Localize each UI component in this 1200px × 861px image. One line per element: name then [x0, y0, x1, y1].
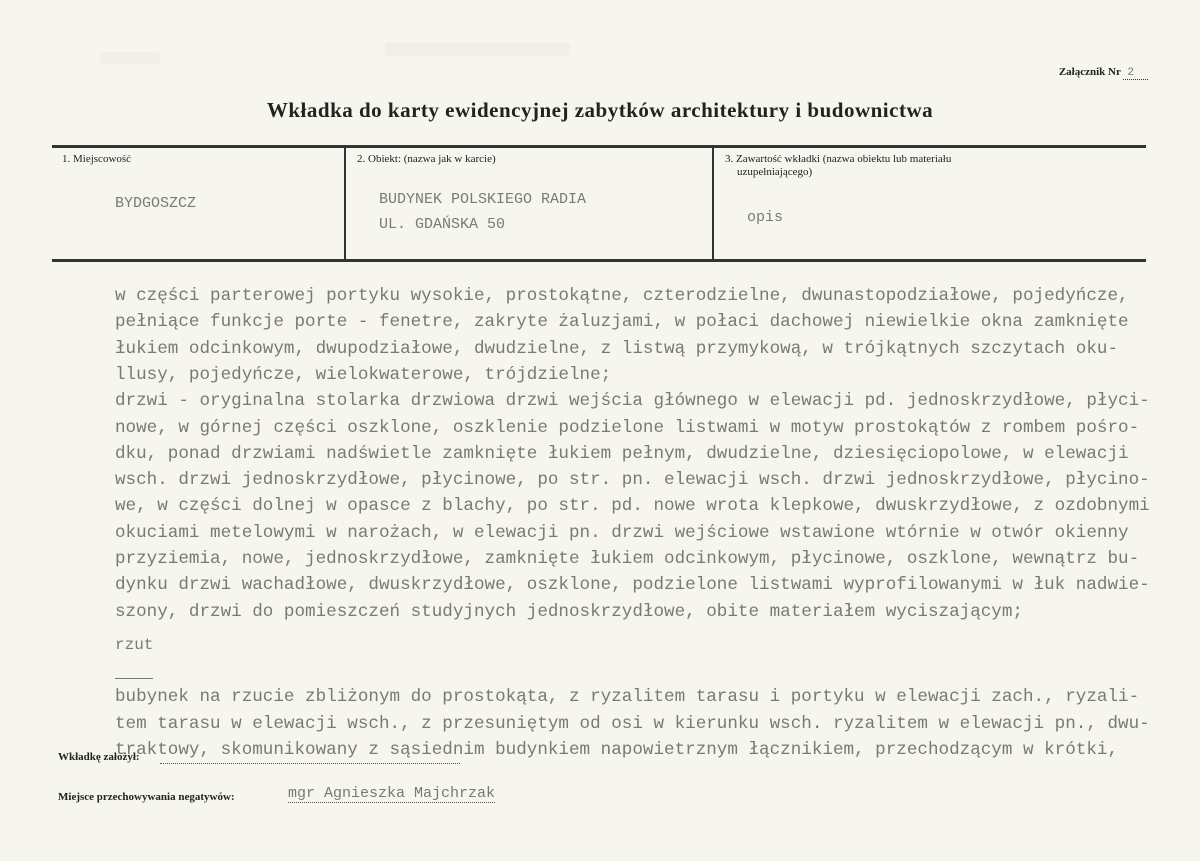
created-by-line	[160, 763, 460, 764]
text-line: okuciami metelowymi w narożach, w elewacji pn. drzwi wejściowe wstawione wtórnie w otwór okienny	[115, 522, 1129, 543]
header-bottom-rule	[52, 259, 1146, 262]
page-title: Wkładka do karty ewidencyjnej zabytków architektury i budownictwa	[266, 98, 934, 122]
field-value-contents: opis	[747, 209, 784, 226]
text-line: wsch. drzwi jednoskrzydłowe, płycinowe, po str. pn. elewacji wsch. drzwi jednoskrzydłowe, płycino-	[115, 470, 1150, 491]
text-line: przyziemia, nowe, jednoskrzydłowe, zamknięte łukiem odcinkowym, płycinowe, oszklone, wewnątrz bu-	[115, 549, 1140, 569]
header-top-rule	[52, 145, 1146, 148]
created-by-label: Wkładkę założył:	[58, 751, 140, 763]
field-label-contents: 3. Zawartość wkładki (nazwa obiektu lub materiału	[725, 153, 952, 165]
field-label-object: 2. Obiekt: (nazwa jak w karcie)	[357, 153, 496, 165]
text-line: dynku drzwi wachadłowe, dwuskrzydłowe, oszklone, podzielone listwami wyprofilowanymi w łuk nadwie-	[115, 575, 1150, 596]
text-line: bubynek na rzucie zbliżonym do prostokąta, z ryzalitem tarasu i portyku w elewacji zach., ryzali-	[115, 687, 1140, 707]
text-line: tem tarasu w elewacji wsch., z przesuniętym od osi w kierunku wsch. ryzalitem w elewacji pn., dwu-	[115, 713, 1150, 734]
column-divider	[712, 146, 714, 260]
section-heading-rzut: rzut	[115, 636, 154, 654]
text-line: nowe, w górnej części oszklone, oszklenie podzielone listwami w motyw prostokątów z rombem pośro-	[115, 417, 1140, 438]
text-line: łukiem odcinkowym, dwupodziałowe, dwudzielne, z listwą przymykową, w trójkątnych szczytach oku-	[115, 338, 1119, 359]
text-line: drzwi - oryginalna stolarka drzwiowa drzwi wejścia głównego w elewacji pd. jednoskrzydłowe, płyci-	[115, 391, 1150, 412]
negatives-value: mgr Agnieszka Majchrzak	[288, 785, 496, 802]
text-line: pełniące funkcje porte - fenetre, zakryte żaluzjami, w połaci dachowej niewielkie okna zamknięte	[115, 312, 1129, 333]
text-line: llusy, pojedyńcze, wielokwaterowe, trójdzielne;	[115, 364, 612, 385]
annex-value: 2	[1123, 67, 1148, 80]
text-line: dku, ponad drzwiami nadświetle zamknięte łukiem pełnym, dwudzielne, dziesięciopolowe, w elewacji	[115, 443, 1129, 464]
text-line: w części parterowej portyku wysokie, prostokątne, czterodzielne, dwunastopodziałowe, pojedyńcze,	[115, 286, 1129, 306]
field-value-object-name: BUDYNEK POLSKIEGO RADIA	[379, 191, 587, 208]
annex-label: Załącznik Nr	[1058, 66, 1121, 78]
column-divider	[344, 146, 346, 260]
field-value-locality: BYDGOSZCZ	[115, 195, 197, 212]
field-label-contents-cont: uzupełniającego)	[737, 166, 813, 178]
scan-smudge	[100, 52, 160, 64]
field-label-locality: 1. Miejscowość	[62, 153, 132, 165]
field-value-object-address: UL. GDAŃSKA 50	[379, 216, 506, 233]
scan-smudge	[385, 42, 570, 56]
text-line: traktowy, skomunikowany z sąsiednim budynkiem napowietrznym łącznikiem, przechodzącym w krótki,	[115, 740, 1119, 760]
text-line: szony, drzwi do pomieszczeń studyjnych jednoskrzydłowe, obite materiałem wyciszającym;	[115, 601, 1023, 622]
text-line: we, w części dolnej w opasce z blachy, po str. pd. nowe wrota klepkowe, dwuskrzydłowe, z ozdobnymi	[115, 496, 1150, 517]
section-underline	[115, 678, 153, 679]
annex-number	[1059, 66, 1148, 79]
negatives-label: Miejsce przechowywania negatywów:	[58, 791, 235, 803]
